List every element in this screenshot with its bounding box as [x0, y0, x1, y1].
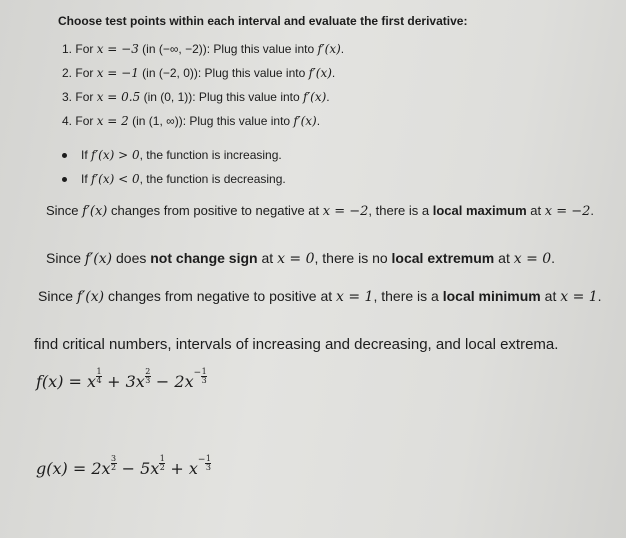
den: 3: [201, 376, 207, 385]
math-fprime: f′(x): [82, 204, 108, 219]
bullet-increasing: [62, 148, 282, 162]
interval: (in (−2, 0)): [138, 66, 198, 80]
bullet-text: , the function is increasing.: [139, 148, 282, 162]
math-fprime: f′(x): [76, 289, 105, 305]
step-text: For: [75, 114, 97, 128]
num: 1: [205, 454, 212, 463]
step-text: : Plug this value into: [192, 90, 303, 104]
step-text: For: [75, 90, 97, 104]
math-x: x = 0: [513, 251, 552, 267]
step-text: For: [75, 66, 97, 80]
num: 2: [145, 367, 151, 376]
punct: .: [316, 114, 321, 128]
text: , there is no: [314, 250, 392, 266]
math-condition: f′(x) < 0: [91, 172, 140, 186]
eq-lhs: g(x) = 2x: [36, 459, 111, 478]
den: 3: [205, 463, 212, 472]
den: 3: [145, 376, 151, 385]
num: 3: [110, 454, 117, 463]
text: does: [112, 250, 151, 266]
eq-lhs: f(x) = x: [36, 372, 97, 391]
math-x: x = −3: [96, 42, 139, 56]
since-local-min: [38, 288, 602, 305]
step-2: [62, 66, 335, 80]
bullet-text: If: [81, 148, 92, 162]
exp-sign: −: [197, 455, 206, 465]
text: at: [257, 250, 278, 266]
text: , there is a: [368, 203, 433, 218]
den: 2: [110, 463, 117, 472]
math-x: x = 1: [336, 289, 374, 305]
math-x: x = 0.5: [96, 90, 141, 104]
step-3: [62, 90, 330, 104]
text: Since: [46, 203, 83, 218]
num: 1: [201, 367, 207, 376]
eq-term: + 3x: [102, 372, 145, 391]
interval: (in (−∞, −2)): [138, 42, 207, 56]
punct: .: [590, 203, 595, 218]
emphasis-text: local maximum: [432, 203, 527, 218]
equation-g: [36, 454, 212, 478]
emphasis-text: not change sign: [150, 250, 258, 266]
text: at: [526, 203, 545, 218]
text: Since: [46, 250, 85, 266]
punct: .: [340, 42, 345, 56]
since-local-max: [46, 203, 594, 219]
exp-sign: −: [193, 368, 202, 378]
step-number: 3.: [62, 90, 73, 104]
interval: (in (1, ∞)): [128, 114, 183, 128]
interval: (in (0, 1)): [140, 90, 193, 104]
math-x: x = −2: [544, 204, 591, 219]
step-4: [62, 114, 320, 128]
text: at: [540, 288, 561, 304]
emphasis-text: local extremum: [391, 250, 495, 266]
math-fprime: f′(x): [84, 251, 113, 267]
step-1: [62, 42, 344, 56]
step-number: 4.: [62, 114, 73, 128]
bullet-text: If: [81, 172, 92, 186]
eq-term: + x: [165, 459, 198, 478]
math-fprime: f′(x): [308, 66, 332, 80]
eq-term: − 5x: [116, 459, 160, 478]
bullet-decreasing: [62, 172, 286, 186]
math-x: x = 1: [560, 289, 598, 305]
num: 1: [96, 367, 102, 376]
punct: .: [551, 250, 556, 266]
math-fprime: f′(x): [293, 114, 317, 128]
step-text: : Plug this value into: [206, 42, 318, 56]
step-text: : Plug this value into: [182, 114, 294, 128]
text: changes from positive to negative at: [107, 203, 323, 218]
num: 1: [159, 454, 165, 463]
math-fprime: f′(x): [317, 42, 341, 56]
math-fprime: f′(x): [303, 90, 327, 104]
math-condition: f′(x) > 0: [91, 148, 140, 162]
step-text: : Plug this value into: [197, 66, 309, 80]
punct: .: [326, 90, 330, 104]
text: Since: [38, 288, 77, 304]
step-text: For: [75, 42, 97, 56]
exponent-3: [205, 455, 211, 472]
text: at: [494, 250, 514, 266]
bullet-text: , the function is decreasing.: [139, 172, 286, 186]
text: changes from negative to positive at: [104, 288, 337, 304]
eq-term: − 2x: [150, 372, 194, 391]
text: , there is a: [373, 288, 443, 304]
exponent-3: [201, 368, 207, 385]
punct: .: [597, 288, 602, 304]
math-x: x = 0: [277, 251, 315, 267]
equation-f: [36, 367, 207, 391]
emphasis-text: local minimum: [442, 288, 541, 304]
bullet-icon: [62, 177, 67, 182]
since-no-extremum: [46, 250, 555, 267]
step-number: 1.: [62, 42, 73, 56]
punct: .: [331, 66, 336, 80]
step-number: 2.: [62, 66, 73, 80]
bullet-icon: [62, 153, 67, 158]
math-x: x = −1: [96, 66, 139, 80]
den: 4: [96, 376, 102, 385]
task-instruction: find critical numbers, intervals of increasing and decreasing, and local extrema.: [34, 336, 559, 353]
math-x: x = −2: [322, 204, 369, 219]
intro-text: Choose test points within each interval and evaluate the first derivative:: [58, 14, 468, 28]
den: 2: [159, 463, 165, 472]
math-x: x = 2: [96, 114, 129, 128]
